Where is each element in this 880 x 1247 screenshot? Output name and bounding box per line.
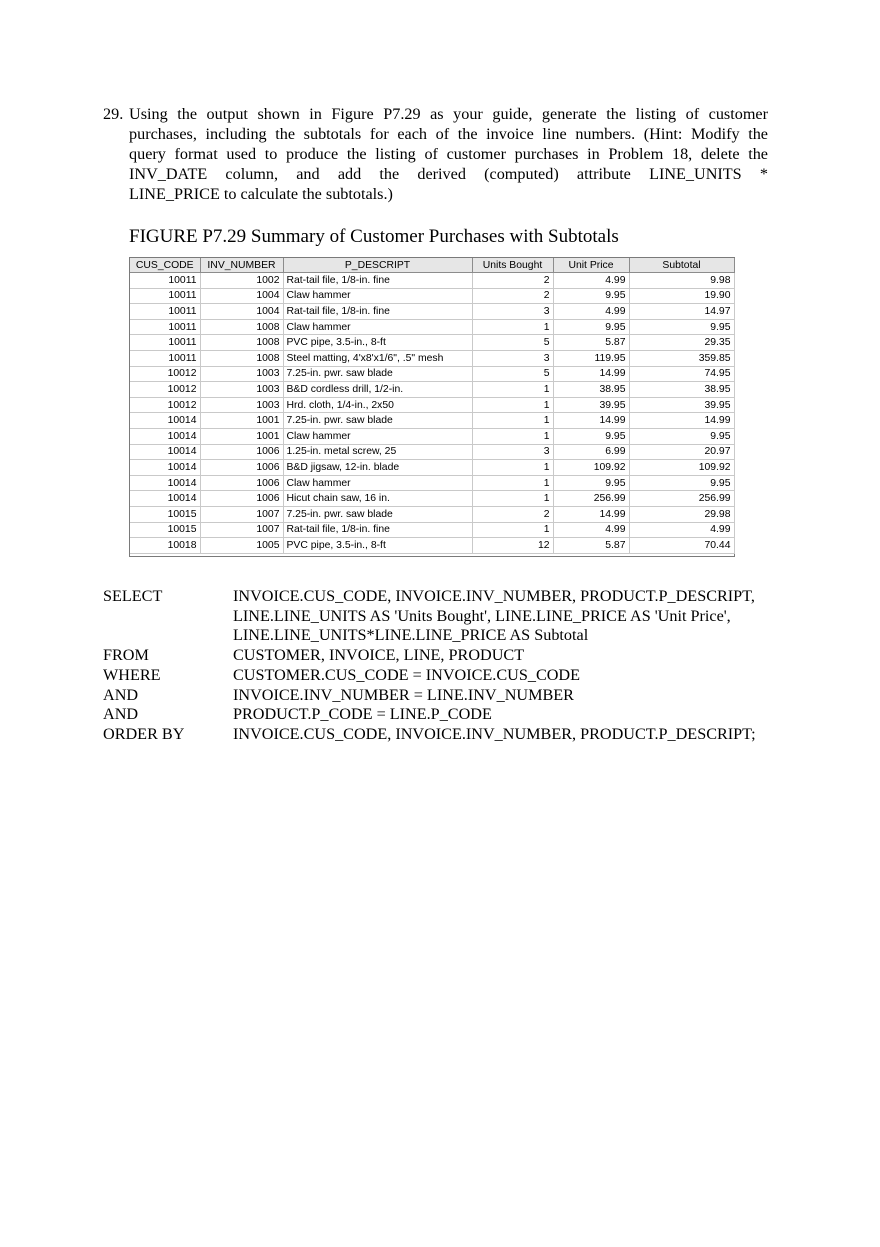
cell-unit-price: 9.95 xyxy=(553,475,629,491)
table-row[interactable] xyxy=(130,304,734,320)
cell-cus-code: 10014 xyxy=(130,491,200,507)
cell-subtotal: 29.35 xyxy=(629,335,734,351)
cell-unit-price: 14.99 xyxy=(553,366,629,382)
cell-units-bought: 2 xyxy=(472,288,553,304)
sql-line: LINE.LINE_UNITS*LINE.LINE_PRICE AS Subtotal xyxy=(233,626,589,645)
cell-p-descript: 7.25-in. pwr. saw blade xyxy=(283,413,472,429)
table-row[interactable] xyxy=(130,522,734,538)
sql-line: CUSTOMER.CUS_CODE = INVOICE.CUS_CODE xyxy=(233,665,581,684)
cell-cus-code: 10014 xyxy=(130,475,200,491)
sql-clause-body xyxy=(233,587,755,646)
cell-p-descript: Claw hammer xyxy=(283,428,472,444)
cell-subtotal: 19.90 xyxy=(629,288,734,304)
cell-unit-price: 119.95 xyxy=(553,350,629,366)
sql-clause xyxy=(103,587,756,646)
cell-subtotal: 359.85 xyxy=(629,350,734,366)
cell-unit-price: 6.99 xyxy=(553,444,629,460)
table-row[interactable] xyxy=(130,273,734,289)
cell-inv-number: 1002 xyxy=(200,273,283,289)
cell-subtotal: 74.95 xyxy=(629,366,734,382)
cell-subtotal: 9.98 xyxy=(629,273,734,289)
table-row[interactable] xyxy=(130,350,734,366)
cell-cus-code: 10014 xyxy=(130,444,200,460)
column-header-units-bought[interactable]: Units Bought xyxy=(472,258,553,273)
cell-cus-code: 10014 xyxy=(130,413,200,429)
sql-query xyxy=(103,587,756,745)
cell-subtotal: 4.99 xyxy=(629,522,734,538)
cell-p-descript: B&D jigsaw, 12-in. blade xyxy=(283,460,472,476)
cell-units-bought: 5 xyxy=(472,335,553,351)
cell-subtotal: 70.44 xyxy=(629,538,734,554)
sql-keyword: WHERE xyxy=(103,665,161,684)
cell-unit-price: 9.95 xyxy=(553,319,629,335)
cell-units-bought: 2 xyxy=(472,273,553,289)
cell-inv-number: 1004 xyxy=(200,288,283,304)
cell-cus-code: 10011 xyxy=(130,288,200,304)
cell-p-descript: Rat-tail file, 1/8-in. fine xyxy=(283,304,472,320)
cell-inv-number: 1006 xyxy=(200,444,283,460)
sql-clause-body xyxy=(233,725,756,745)
cell-cus-code: 10015 xyxy=(130,522,200,538)
column-header-p-descript[interactable]: P_DESCRIPT xyxy=(283,258,472,273)
question-29 xyxy=(103,104,768,204)
cell-inv-number: 1001 xyxy=(200,413,283,429)
table-row[interactable] xyxy=(130,428,734,444)
question-line: LINE_PRICE to calculate the subtotals.) xyxy=(129,185,393,203)
sql-keyword: AND xyxy=(103,685,139,704)
cell-subtotal: 9.95 xyxy=(629,428,734,444)
results-grid xyxy=(129,257,735,557)
question-line: INV_DATE column, and add the derived (computed) attribute LINE_UNITS * xyxy=(129,165,768,183)
sql-clause-body xyxy=(233,686,574,706)
cell-inv-number: 1003 xyxy=(200,382,283,398)
cell-cus-code: 10011 xyxy=(130,350,200,366)
cell-units-bought: 1 xyxy=(472,319,553,335)
cell-cus-code: 10011 xyxy=(130,335,200,351)
table-row[interactable] xyxy=(130,506,734,522)
sql-line: LINE.LINE_UNITS AS 'Units Bought', LINE.LINE_PRICE AS 'Unit Price', xyxy=(233,606,731,625)
sql-line: PRODUCT.P_CODE = LINE.P_CODE xyxy=(233,705,492,724)
sql-clause xyxy=(103,686,756,706)
cell-cus-code: 10012 xyxy=(130,366,200,382)
cell-subtotal: 109.92 xyxy=(629,460,734,476)
cell-unit-price: 5.87 xyxy=(553,538,629,554)
table-row[interactable] xyxy=(130,475,734,491)
cell-p-descript: Hicut chain saw, 16 in. xyxy=(283,491,472,507)
table-row[interactable] xyxy=(130,491,734,507)
cell-subtotal: 14.99 xyxy=(629,413,734,429)
cell-p-descript: Steel matting, 4'x8'x1/6", .5" mesh xyxy=(283,350,472,366)
cell-p-descript: 1.25-in. metal screw, 25 xyxy=(283,444,472,460)
cell-unit-price: 256.99 xyxy=(553,491,629,507)
cell-unit-price: 39.95 xyxy=(553,397,629,413)
cell-inv-number: 1001 xyxy=(200,428,283,444)
cell-subtotal: 20.97 xyxy=(629,444,734,460)
table-row[interactable] xyxy=(130,288,734,304)
table-row[interactable] xyxy=(130,444,734,460)
sql-line: CUSTOMER, INVOICE, LINE, PRODUCT xyxy=(233,646,525,665)
sql-clause-body xyxy=(233,646,524,666)
cell-inv-number: 1004 xyxy=(200,304,283,320)
cell-inv-number: 1008 xyxy=(200,335,283,351)
table-row[interactable] xyxy=(130,335,734,351)
sql-line: INVOICE.CUS_CODE, INVOICE.INV_NUMBER, PRODUCT.P_DESCRIPT, xyxy=(233,587,755,605)
cell-cus-code: 10011 xyxy=(130,304,200,320)
sql-clause xyxy=(103,646,756,666)
cell-unit-price: 109.92 xyxy=(553,460,629,476)
question-line: query format used to produce the listing of customer purchases in Problem 18, delete the xyxy=(129,145,768,163)
cell-cus-code: 10018 xyxy=(130,538,200,554)
cell-cus-code: 10014 xyxy=(130,428,200,444)
sql-clause xyxy=(103,666,756,686)
cell-unit-price: 4.99 xyxy=(553,304,629,320)
table-row[interactable] xyxy=(130,366,734,382)
cell-inv-number: 1007 xyxy=(200,522,283,538)
cell-units-bought: 5 xyxy=(472,366,553,382)
cell-subtotal: 9.95 xyxy=(629,319,734,335)
cell-unit-price: 9.95 xyxy=(553,428,629,444)
sql-clause xyxy=(103,705,756,725)
table-body xyxy=(130,273,734,554)
cell-p-descript: Hrd. cloth, 1/4-in., 2x50 xyxy=(283,397,472,413)
cell-p-descript: B&D cordless drill, 1/2-in. xyxy=(283,382,472,398)
cell-p-descript: Claw hammer xyxy=(283,475,472,491)
cell-units-bought: 3 xyxy=(472,444,553,460)
question-line: purchases, including the subtotals for each of the invoice line numbers. (Hint: Modify the xyxy=(129,125,768,143)
sql-keyword: FROM xyxy=(103,646,149,665)
sql-clause-body xyxy=(233,705,492,725)
cell-units-bought: 1 xyxy=(472,460,553,476)
cell-inv-number: 1005 xyxy=(200,538,283,554)
cell-units-bought: 1 xyxy=(472,428,553,444)
cell-cus-code: 10014 xyxy=(130,460,200,476)
cell-unit-price: 14.99 xyxy=(553,506,629,522)
cell-units-bought: 1 xyxy=(472,382,553,398)
cell-subtotal: 256.99 xyxy=(629,491,734,507)
cell-unit-price: 5.87 xyxy=(553,335,629,351)
cell-inv-number: 1003 xyxy=(200,397,283,413)
cell-unit-price: 14.99 xyxy=(553,413,629,429)
cell-unit-price: 4.99 xyxy=(553,273,629,289)
cell-inv-number: 1006 xyxy=(200,491,283,507)
cell-p-descript: Claw hammer xyxy=(283,288,472,304)
cell-p-descript: Rat-tail file, 1/8-in. fine xyxy=(283,522,472,538)
sql-keyword: ORDER BY xyxy=(103,724,185,743)
cell-units-bought: 2 xyxy=(472,506,553,522)
cell-units-bought: 3 xyxy=(472,350,553,366)
cell-unit-price: 9.95 xyxy=(553,288,629,304)
sql-keyword: AND xyxy=(103,705,139,724)
cell-units-bought: 3 xyxy=(472,304,553,320)
table-row[interactable] xyxy=(130,397,734,413)
cell-subtotal: 14.97 xyxy=(629,304,734,320)
cell-inv-number: 1007 xyxy=(200,506,283,522)
cell-p-descript: 7.25-in. pwr. saw blade xyxy=(283,366,472,382)
cell-cus-code: 10011 xyxy=(130,273,200,289)
cell-p-descript: Rat-tail file, 1/8-in. fine xyxy=(283,273,472,289)
cell-units-bought: 1 xyxy=(472,522,553,538)
cell-unit-price: 38.95 xyxy=(553,382,629,398)
table-row[interactable] xyxy=(130,382,734,398)
table-row[interactable] xyxy=(130,413,734,429)
cell-units-bought: 1 xyxy=(472,397,553,413)
cell-units-bought: 1 xyxy=(472,475,553,491)
column-header-subtotal[interactable]: Subtotal xyxy=(629,258,734,273)
sql-line: INVOICE.INV_NUMBER = LINE.INV_NUMBER xyxy=(233,685,574,704)
cell-p-descript: 7.25-in. pwr. saw blade xyxy=(283,506,472,522)
cell-p-descript: PVC pipe, 3.5-in., 8-ft xyxy=(283,335,472,351)
cell-cus-code: 10012 xyxy=(130,397,200,413)
cell-p-descript: Claw hammer xyxy=(283,319,472,335)
cell-cus-code: 10015 xyxy=(130,506,200,522)
cell-subtotal: 38.95 xyxy=(629,382,734,398)
table-header-row xyxy=(130,258,734,273)
cell-inv-number: 1008 xyxy=(200,350,283,366)
figure-title: FIGURE P7.29 Summary of Customer Purchases with Subtotals xyxy=(129,226,619,247)
table-row[interactable] xyxy=(130,460,734,476)
table-row[interactable] xyxy=(130,319,734,335)
sql-clause-body xyxy=(233,666,580,686)
cell-cus-code: 10011 xyxy=(130,319,200,335)
cell-inv-number: 1006 xyxy=(200,460,283,476)
cell-units-bought: 12 xyxy=(472,538,553,554)
table-row[interactable] xyxy=(130,538,734,554)
cell-units-bought: 1 xyxy=(472,413,553,429)
cell-subtotal: 9.95 xyxy=(629,475,734,491)
question-text xyxy=(129,104,768,204)
sql-line: INVOICE.CUS_CODE, INVOICE.INV_NUMBER, PRODUCT.P_DESCRIPT; xyxy=(233,724,756,743)
column-header-unit-price[interactable]: Unit Price xyxy=(553,258,629,273)
cell-inv-number: 1003 xyxy=(200,366,283,382)
cell-subtotal: 39.95 xyxy=(629,397,734,413)
cell-inv-number: 1006 xyxy=(200,475,283,491)
cell-inv-number: 1008 xyxy=(200,319,283,335)
cell-cus-code: 10012 xyxy=(130,382,200,398)
results-table xyxy=(130,258,735,554)
cell-subtotal: 29.98 xyxy=(629,506,734,522)
cell-units-bought: 1 xyxy=(472,491,553,507)
sql-keyword: SELECT xyxy=(103,587,163,605)
question-number: 29. xyxy=(103,105,124,123)
cell-unit-price: 4.99 xyxy=(553,522,629,538)
cell-p-descript: PVC pipe, 3.5-in., 8-ft xyxy=(283,538,472,554)
column-header-inv-number[interactable]: INV_NUMBER xyxy=(200,258,283,273)
question-line: Using the output shown in Figure P7.29 as your guide, generate the listing of customer xyxy=(129,105,768,123)
sql-clause xyxy=(103,725,756,745)
column-header-cus-code[interactable]: CUS_CODE xyxy=(130,258,200,273)
